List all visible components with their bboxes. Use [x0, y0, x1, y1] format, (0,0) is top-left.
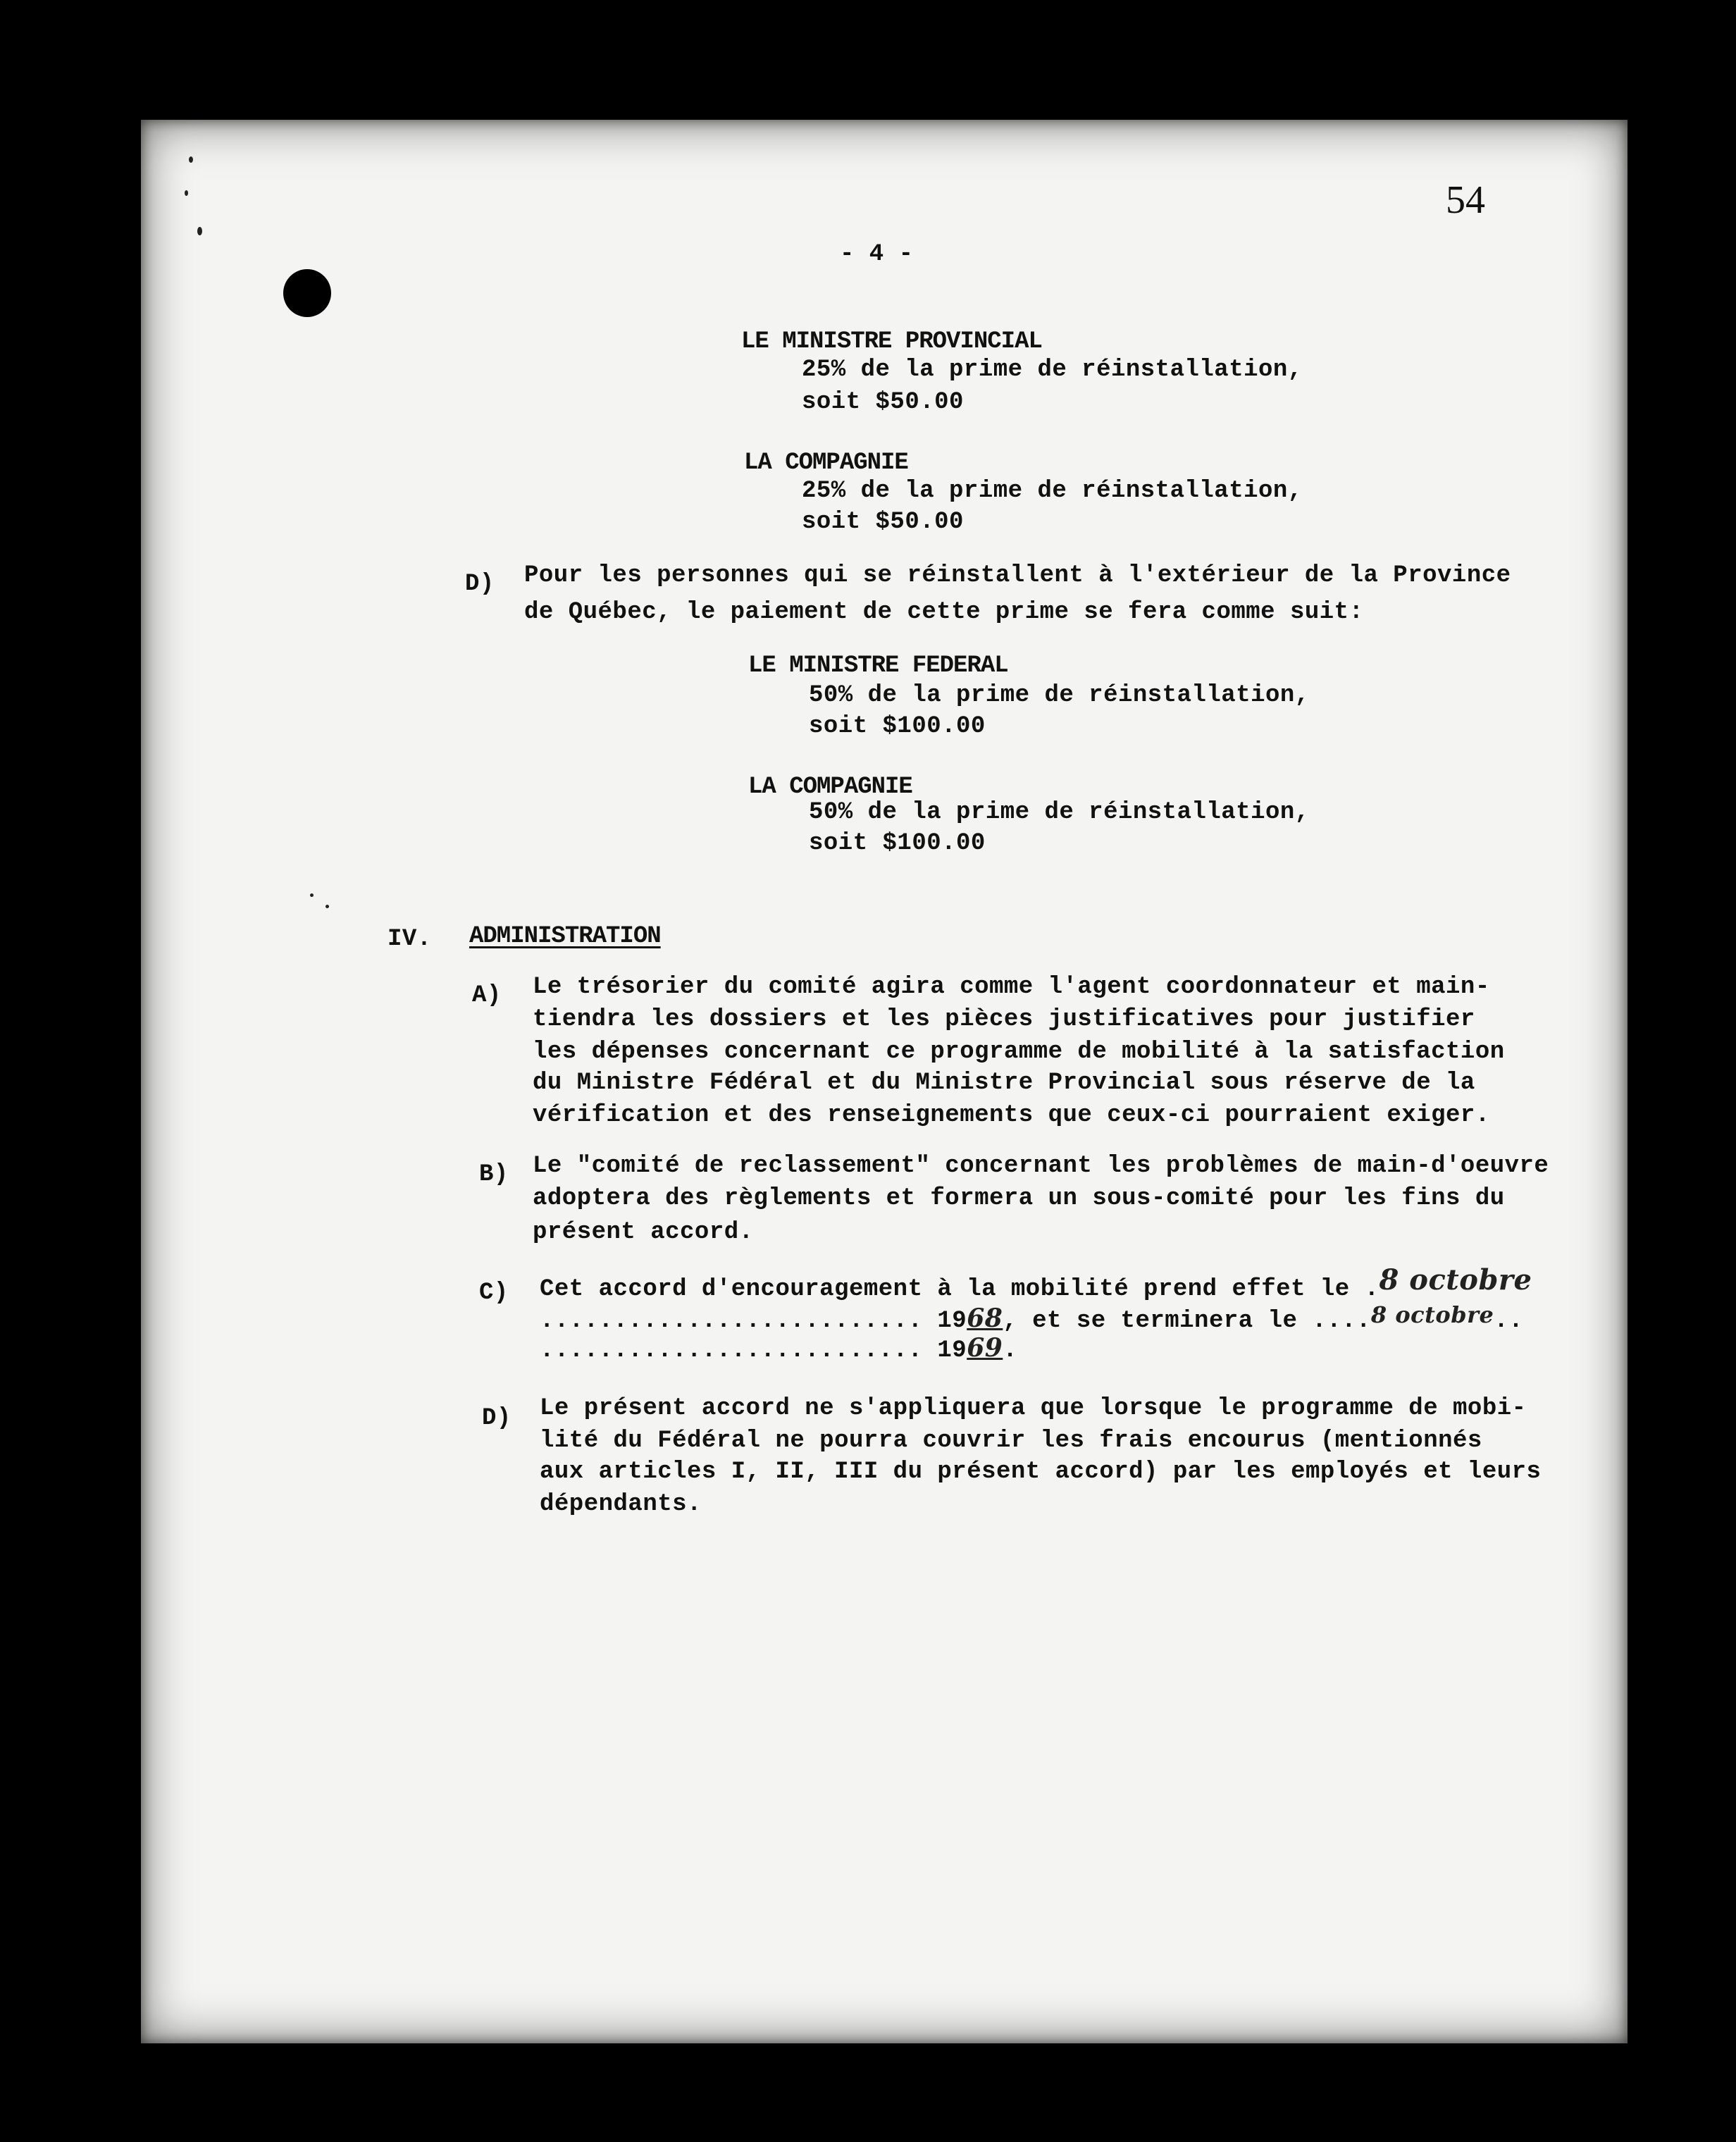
handwritten-end-date: 8 octobre: [1370, 1301, 1494, 1328]
scan-speck: [197, 227, 202, 235]
iv-d-line: aux articles I, II, III du présent accord) par les employés et leurs: [540, 1459, 1542, 1485]
page-number: 54: [1446, 178, 1485, 222]
handwritten-start-year: 68: [967, 1304, 1003, 1333]
compagnie-share: 25% de la prime de réinstallation,: [802, 478, 1303, 504]
compagnie-share-2: 50% de la prime de réinstallation,: [809, 799, 1310, 826]
section-iv-number: IV.: [388, 926, 432, 953]
handwritten-start-date: 8 octobre: [1379, 1263, 1532, 1296]
iv-d-line: Le présent accord ne s'appliquera que lorsque le programme de mobi-: [540, 1395, 1527, 1422]
iv-a-label: A): [472, 982, 502, 1009]
iv-c-line2-end: ..: [1494, 1308, 1524, 1335]
scan-speck: [185, 190, 188, 196]
iv-a-line: vérification et des renseignements que ceux-ci pourraient exiger.: [533, 1102, 1490, 1129]
handwritten-end-year: 69: [967, 1333, 1003, 1363]
punch-hole: [283, 269, 331, 317]
iv-c-line2-mid: , et se terminera le ....: [1003, 1308, 1371, 1335]
section-d-line1: Pour les personnes qui se réinstallent à l'extérieur de la Province: [524, 562, 1511, 589]
iv-c-line1: [540, 1263, 1532, 1306]
iv-a-line: du Ministre Fédéral et du Ministre Provincial sous réserve de la: [533, 1070, 1475, 1096]
section-d-label: D): [465, 571, 495, 598]
compagnie-amount-2: soit $100.00: [809, 830, 986, 857]
provincial-amount: soit $50.00: [802, 389, 964, 416]
iv-d-line: lité du Fédéral ne pourra couvrir les frais encourus (mentionnés: [540, 1428, 1482, 1454]
federal-share: 50% de la prime de réinstallation,: [809, 682, 1310, 709]
section-iv-title: ADMINISTRATION: [469, 923, 661, 950]
iv-c-line3-dots: .......................... 19: [540, 1337, 967, 1364]
scan-speck: [326, 905, 329, 908]
scan-speck: [310, 893, 314, 897]
running-head: - 4 -: [840, 241, 914, 268]
iv-b-label: B): [479, 1161, 509, 1188]
heading-ministre-federal: LE MINISTRE FEDERAL: [748, 652, 1008, 679]
iv-c-label: C): [479, 1280, 509, 1306]
heading-compagnie: LA COMPAGNIE: [744, 450, 908, 476]
iv-d-line: dépendants.: [540, 1491, 702, 1518]
provincial-share: 25% de la prime de réinstallation,: [802, 357, 1303, 383]
iv-d-label: D): [482, 1405, 512, 1432]
heading-ministre-provincial: LE MINISTRE PROVINCIAL: [741, 328, 1042, 355]
heading-compagnie-2: LA COMPAGNIE: [748, 774, 912, 800]
federal-amount: soit $100.00: [809, 713, 986, 740]
iv-c-line3: [540, 1332, 1017, 1367]
iv-a-line: tiendra les dossiers et les pièces justificatives pour justifier: [533, 1006, 1475, 1033]
iv-b-line: Le "comité de reclassement" concernant les problèmes de main-d'oeuvre: [533, 1153, 1549, 1180]
section-d-line2: de Québec, le paiement de cette prime se fera comme suit:: [524, 599, 1364, 626]
iv-c-line2-dots: .......................... 19: [540, 1308, 967, 1335]
iv-c-line1-text: Cet accord d'encouragement à la mobilité prend effet le .: [540, 1276, 1380, 1303]
iv-c-line3-end: .: [1003, 1337, 1018, 1364]
iv-b-line: adoptera des règlements et formera un sous-comité pour les fins du: [533, 1185, 1505, 1212]
iv-a-line: les dépenses concernant ce programme de mobilité à la satisfaction: [533, 1039, 1505, 1065]
iv-a-line: Le trésorier du comité agira comme l'agent coordonnateur et main-: [533, 974, 1490, 1001]
compagnie-amount: soit $50.00: [802, 509, 964, 536]
scan-speck: [189, 156, 193, 163]
iv-b-line: présent accord.: [533, 1219, 754, 1246]
